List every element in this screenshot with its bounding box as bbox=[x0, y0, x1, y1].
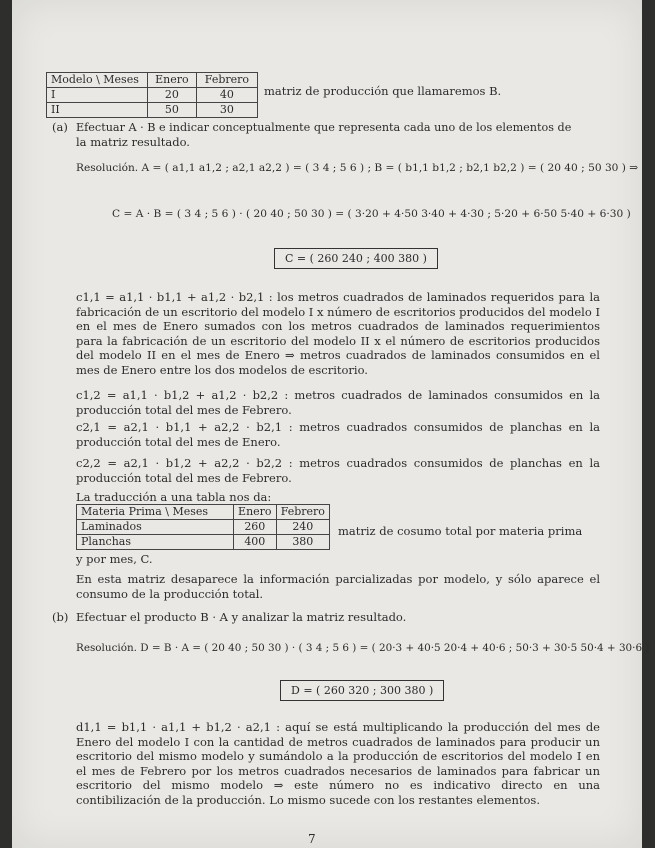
part-a-label: (a) bbox=[52, 120, 68, 134]
table-header-cell: Febrero bbox=[196, 73, 257, 88]
resolution-a-line: Resolución. A = ( a1,1 a1,2 ; a2,1 a2,2 ) = ( 3 4 ; 5 6 ) ; B = ( b1,1 b1,2 ; b2,1 b2,2 ) = ( 20 40 ; 50 30 ) ⇒ bbox=[76, 162, 639, 174]
table-cell: 40 bbox=[196, 88, 257, 103]
page-number: 7 bbox=[308, 832, 316, 846]
consumption-table bbox=[76, 504, 330, 550]
paragraph-c12: c1,2 = a1,1 · b1,2 + a1,2 · b2,2 : metros cuadrados de laminados consumidos en la producción total del mes de Febrero. bbox=[76, 388, 600, 417]
table-cell: 380 bbox=[276, 535, 329, 550]
table-row bbox=[77, 520, 330, 535]
table-row bbox=[47, 103, 258, 118]
table-cell: II bbox=[47, 103, 148, 118]
table-cell: 400 bbox=[234, 535, 277, 550]
part-a-prompt: Efectuar A · B e indicar conceptualmente que representa cada uno de los elementos de bbox=[76, 121, 572, 134]
table2-caption: matriz de cosumo total por materia prima bbox=[338, 524, 583, 538]
table-header-cell: Febrero bbox=[276, 505, 329, 520]
table1-caption: matriz de producción que llamaremos B. bbox=[264, 84, 502, 98]
table-header-cell: Materia Prima \ Meses bbox=[77, 505, 234, 520]
result-c-box: C = ( 260 240 ; 400 380 ) bbox=[274, 248, 438, 269]
table-cell: 240 bbox=[276, 520, 329, 535]
product-c-line: C = A · B = ( 3 4 ; 5 6 ) · ( 20 40 ; 50 30 ) = ( 3·20 + 4·50 3·40 + 4·30 ; 5·20 + 6·50 5·40 + 6·30 ) bbox=[112, 208, 631, 220]
table-header-row bbox=[47, 73, 258, 88]
document-page bbox=[12, 0, 650, 848]
production-table bbox=[46, 72, 258, 118]
table-cell: I bbox=[47, 88, 148, 103]
table-cell: Planchas bbox=[77, 535, 234, 550]
table-header-row bbox=[77, 505, 330, 520]
paragraph-c11: c1,1 = a1,1 · b1,1 + a1,2 · b2,1 : los metros cuadrados de laminados requeridos para la fabricación de un escritorio del modelo I x número de escritorios producidos del modelo I en el mes de Enero sumados con los metros cuadrados de laminados requerimientos para la fabricación de un escritorio del modelo II x el número de escritorios producidos del modelo II en el mes de Enero ⇒ metros cuadrados de laminados consumidos en el mes de Enero entre los dos modelos de escritorio. bbox=[76, 290, 600, 377]
table-row bbox=[47, 88, 258, 103]
result-d-box: D = ( 260 320 ; 300 380 ) bbox=[280, 680, 444, 701]
paragraph-c21: c2,1 = a2,1 · b1,1 + a2,2 · b2,1 : metros cuadrados consumidos de planchas en la producción total del mes de Enero. bbox=[76, 420, 600, 449]
table-header-cell: Modelo \ Meses bbox=[47, 73, 148, 88]
table-cell: 20 bbox=[148, 88, 197, 103]
part-b-prompt: Efectuar el producto B · A y analizar la matriz resultado. bbox=[76, 610, 407, 624]
table-cell: Laminados bbox=[77, 520, 234, 535]
table-cell: 260 bbox=[234, 520, 277, 535]
paragraph-d11: d1,1 = b1,1 · a1,1 + b1,2 · a2,1 : aquí se está multiplicando la producción del mes de Enero del modelo I con la cantidad de metros cuadrados de laminados para producir un escritorio del mismo modelo y sumándolo a la producción de escritorios del modelo I en el mes de Febrero por los metros cuadrados necesarios de laminados para fabricar un escritorio del mismo modelo ⇒ este número no es indicativo directo en una contibilización de la producción. Lo mismo sucede con los restantes elementos. bbox=[76, 720, 600, 807]
table2-intro: La traducción a una tabla nos da: bbox=[76, 490, 272, 504]
table-cell: 50 bbox=[148, 103, 197, 118]
table-header-cell: Enero bbox=[234, 505, 277, 520]
resolution-b-line: Resolución. D = B · A = ( 20 40 ; 50 30 ) · ( 3 4 ; 5 6 ) = ( 20·3 + 40·5 20·4 + 40·6 ; 50·3 + 30·5 50·4 + 30·6 ) bbox=[76, 642, 650, 654]
table-header-cell: Enero bbox=[148, 73, 197, 88]
closing-paragraph: En esta matriz desaparece la información parcializadas por modelo, y sólo aparece el consumo de la producción total. bbox=[76, 572, 600, 601]
paragraph-c22: c2,2 = a2,1 · b1,2 + a2,2 · b2,2 : metros cuadrados consumidos de planchas en la producción total del mes de Febrero. bbox=[76, 456, 600, 485]
table2-after: y por mes, C. bbox=[76, 552, 153, 566]
part-a-prompt-cont: la matriz resultado. bbox=[76, 135, 190, 149]
table-cell: 30 bbox=[196, 103, 257, 118]
part-b-label: (b) bbox=[52, 610, 69, 624]
table-row bbox=[77, 535, 330, 550]
